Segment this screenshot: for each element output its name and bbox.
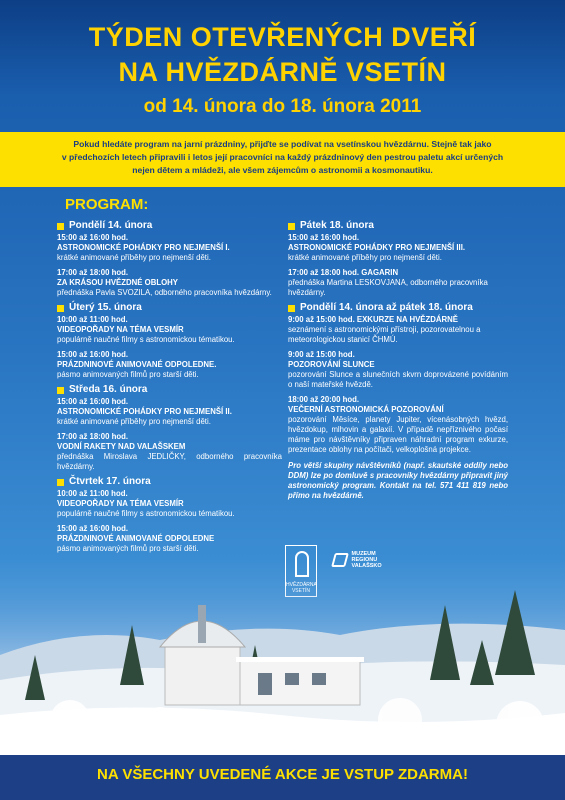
bullet-square-icon bbox=[57, 387, 64, 394]
event-time: 18:00 až 20:00 hod. bbox=[288, 395, 360, 404]
event bbox=[57, 350, 282, 380]
event-desc: pásmo animovaných filmů pro starší děti. bbox=[57, 544, 199, 553]
event bbox=[57, 489, 282, 519]
day-heading bbox=[288, 303, 508, 313]
event-time: 9:00 až 15:00 hod. bbox=[288, 350, 355, 359]
event-time: 10:00 až 11:00 hod. bbox=[57, 489, 128, 498]
event-name: VIDEOPOŘADY NA TÉMA VESMÍR bbox=[57, 325, 184, 334]
event-desc: krátké animované příběhy pro nejmenší děti. bbox=[288, 253, 442, 262]
event-name: VODNÍ RAKETY NAD VALAŠSKEM bbox=[57, 442, 186, 451]
bullet-square-icon bbox=[57, 305, 64, 312]
museum-logo-line: MUZEUM bbox=[351, 551, 376, 557]
event-name: ASTRONOMICKÉ POHÁDKY PRO NEJMENŠÍ I. bbox=[57, 243, 230, 252]
event-time: 17:00 až 18:00 hod. bbox=[57, 268, 129, 277]
day-label: Čtvrtek 17. února bbox=[69, 476, 151, 487]
day-label: Středa 16. února bbox=[69, 384, 148, 395]
event-name: ASTRONOMICKÉ POHÁDKY PRO NEJMENŠÍ II. bbox=[57, 407, 232, 416]
day-heading bbox=[57, 385, 282, 395]
bullet-square-icon bbox=[57, 223, 64, 230]
day-label: Pondělí 14. února až pátek 18. února bbox=[300, 302, 473, 313]
event-desc: přednáška Pavla SVOZILA, odborného pracovníka hvězdárny. bbox=[57, 288, 272, 297]
program-label: PROGRAM: bbox=[65, 196, 149, 213]
event bbox=[57, 233, 282, 263]
intro-line-2: v předchozích letech připravili i letos její pracovníci na každý prázdninový den pestrou paletu akcí určených bbox=[61, 152, 504, 162]
group-visits-note: Pro větší skupiny návštěvníků (např. skautské oddíly nebo DDM) lze po domluvě s pracovníky hvězdárny připravit jiný astronomický program. Kontakt na tel. 571 411 819 nebo přímo na hvězdárně. bbox=[288, 461, 508, 500]
event-name: VEČERNÍ ASTRONOMICKÁ POZOROVÁNÍ bbox=[288, 405, 444, 414]
event-time: 15:00 až 16:00 hod. bbox=[57, 233, 129, 242]
event-time: 15:00 až 16:00 hod. bbox=[57, 397, 129, 406]
event-name: EXKURZE NA HVĚZDÁRNĚ bbox=[356, 315, 458, 324]
event-time: 10:00 až 11:00 hod. bbox=[57, 315, 128, 324]
event-desc: krátké animované příběhy pro nejmenší děti. bbox=[57, 417, 211, 426]
event bbox=[288, 315, 508, 345]
event-name: ZA KRÁSOU HVĚZDNÉ OBLOHY bbox=[57, 278, 179, 287]
event-desc: pásmo animovaných filmů pro starší děti. bbox=[57, 370, 199, 379]
event bbox=[57, 268, 282, 298]
event-time: 17:00 až 18:00 hod. bbox=[288, 268, 360, 277]
title-line-1: TÝDEN OTEVŘENÝCH DVEŘÍ bbox=[88, 22, 477, 52]
day-label: Úterý 15. února bbox=[69, 302, 142, 313]
museum-logo-line: REGIONU bbox=[351, 557, 378, 563]
intro-line-1: Pokud hledáte program na jarní prázdniny, přijďte se podívat na vsetínskou hvězdárnu. Stejně tak jako bbox=[73, 139, 492, 149]
header bbox=[0, 0, 565, 128]
program-left-column bbox=[57, 217, 282, 559]
event-time: 9:00 až 15:00 hod. bbox=[288, 315, 355, 324]
event bbox=[288, 350, 508, 390]
event-desc: seznámení s astronomickými přístroji, pozorovatelnou a meteorologickou stanicí ČHMÚ. bbox=[288, 325, 481, 344]
bullet-square-icon bbox=[57, 479, 64, 486]
event-desc: krátké animované příběhy pro nejmenší děti. bbox=[57, 253, 211, 262]
day-heading bbox=[57, 477, 282, 487]
event bbox=[288, 268, 508, 298]
museum-mark-icon bbox=[331, 553, 349, 567]
event-time: 17:00 až 18:00 hod. bbox=[57, 432, 129, 441]
winter-observatory-photo bbox=[0, 585, 565, 755]
event-desc: přednáška Miroslava JEDLIČKY, odborného pracovníka hvězdárny. bbox=[57, 452, 282, 471]
event-name: VIDEOPOŘADY NA TÉMA VESMÍR bbox=[57, 499, 184, 508]
event-name: POZOROVÁNÍ SLUNCE bbox=[288, 360, 375, 369]
event-desc: populárně naučné filmy s astronomickou tématikou. bbox=[57, 509, 235, 518]
free-entry-banner: NA VŠECHNY UVEDENÉ AKCE JE VSTUP ZDARMA! bbox=[0, 755, 565, 800]
intro-line-3: nejen dětem a mládeži, ale všem zájemcům o astronomii a kosmonautiku. bbox=[132, 165, 433, 175]
event-dates: od 14. února do 18. února 2011 bbox=[143, 96, 422, 117]
event bbox=[288, 395, 508, 455]
event-desc: populárně naučné filmy s astronomickou tématikou. bbox=[57, 335, 235, 344]
event-time: 15:00 až 16:00 hod. bbox=[288, 233, 360, 242]
event-time: 15:00 až 16:00 hod. bbox=[57, 524, 129, 533]
observatory-dome-icon bbox=[295, 551, 309, 577]
day-label: Pondělí 14. února bbox=[69, 220, 153, 231]
event-name: GAGARIN bbox=[361, 268, 399, 277]
event bbox=[57, 432, 282, 472]
bullet-square-icon bbox=[288, 305, 295, 312]
event-desc: pozorování Měsíce, planety Jupiter, vícenásobných hvězd, hvězdokup, mlhovin a galaxií. V případě nepříznivého počasí máme pro návštěvníky připraven náhradní program exkurze, prezentace oblohy na počítači, velkoplošná projekce. bbox=[288, 415, 508, 454]
bullet-square-icon bbox=[288, 223, 295, 230]
event-name: PRÁZDNINOVÉ ANIMOVANÉ ODPOLEDNE. bbox=[57, 360, 217, 369]
day-heading bbox=[57, 221, 282, 231]
program-right-column bbox=[288, 217, 508, 501]
event-desc: pozorování Slunce a slunečních skvrn doprovázené povídáním o naší mateřské hvězdě. bbox=[288, 370, 508, 389]
event-desc: přednáška Martina LESKOVJANA, odborného pracovníka hvězdárny. bbox=[288, 278, 488, 297]
event bbox=[57, 397, 282, 427]
museum-logo bbox=[333, 551, 382, 569]
title-line-2: NA HVĚZDÁRNĚ VSETÍN bbox=[118, 57, 447, 87]
museum-logo-line: VALAŠSKO bbox=[351, 563, 382, 569]
event bbox=[57, 315, 282, 345]
event bbox=[288, 233, 508, 263]
intro-band bbox=[0, 132, 565, 187]
event-name: ASTRONOMICKÉ POHÁDKY PRO NEJMENŠÍ III. bbox=[288, 243, 466, 252]
event-time: 15:00 až 16:00 hod. bbox=[57, 350, 129, 359]
event-name: PRÁZDNINOVÉ ANIMOVANÉ ODPOLEDNE bbox=[57, 534, 215, 543]
day-heading bbox=[57, 303, 282, 313]
day-label: Pátek 18. února bbox=[300, 220, 374, 231]
day-heading bbox=[288, 221, 508, 231]
event bbox=[57, 524, 282, 554]
